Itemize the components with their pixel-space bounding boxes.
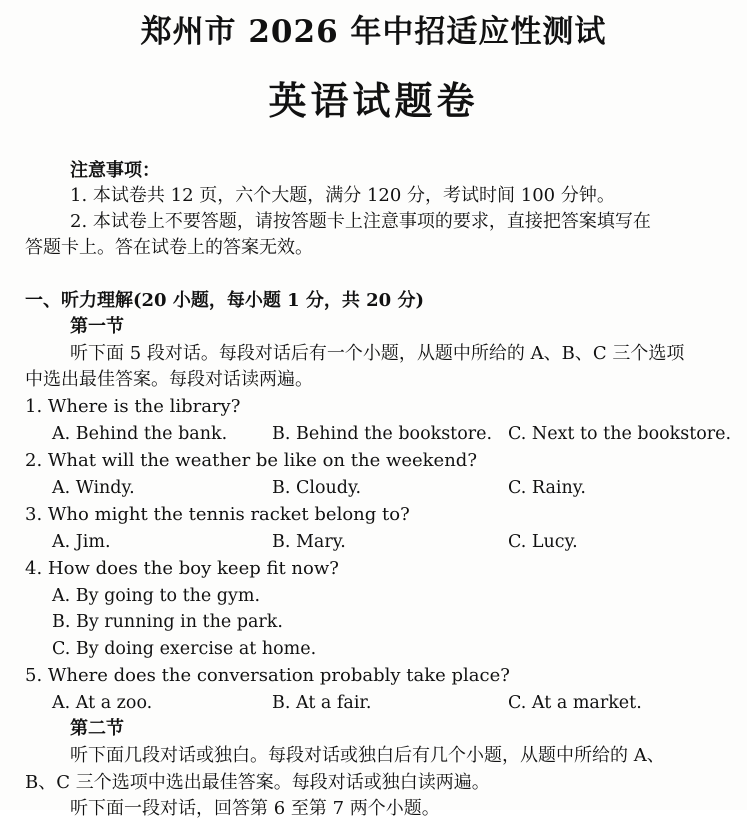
question-4-option-a: A. By going to the gym. bbox=[52, 586, 261, 606]
question-5-option-b: B. At a fair. bbox=[272, 693, 372, 713]
question-5-option-c: C. At a market. bbox=[508, 693, 642, 713]
question-2 bbox=[25, 448, 477, 474]
question-3-option-b: B. Mary. bbox=[272, 532, 346, 552]
part-2-instruction: 听下面几段对话或独白。每段对话或独白后有几个小题，从题中所给的 A、 bbox=[70, 745, 665, 766]
part-1-heading: 第一节 bbox=[70, 316, 124, 337]
question-4-option-b: B. By running in the park. bbox=[52, 612, 283, 632]
question-number: 5. bbox=[25, 665, 43, 686]
question-2-option-a: A. Windy. bbox=[52, 478, 135, 498]
question-text: How does the boy keep fit now? bbox=[47, 558, 339, 579]
question-text: Where does the conversation probably take place? bbox=[47, 665, 510, 686]
question-1 bbox=[25, 394, 240, 420]
part-2-sub-instruction: 听下面一段对话，回答第 6 至第 7 两个小题。 bbox=[70, 798, 440, 819]
question-2-option-c: C. Rainy. bbox=[508, 478, 586, 498]
notice-item-2-continued: 答题卡上。答在试卷上的答案无效。 bbox=[25, 237, 313, 258]
question-5-option-a: A. At a zoo. bbox=[52, 693, 153, 713]
part-2-instruction-continued: B、C 三个选项中选出最佳答案。每段对话或独白读两遍。 bbox=[25, 772, 490, 793]
question-number: 3. bbox=[25, 504, 43, 525]
question-3-option-a: A. Jim. bbox=[52, 532, 111, 552]
question-text: Who might the tennis racket belong to? bbox=[47, 504, 410, 525]
question-number: 4. bbox=[25, 558, 43, 579]
notice-item-2: 2. 本试卷上不要答题，请按答题卡上注意事项的要求，直接把答案填写在 bbox=[70, 211, 651, 232]
question-3 bbox=[25, 502, 410, 528]
question-2-option-b: B. Cloudy. bbox=[272, 478, 362, 498]
question-4 bbox=[25, 556, 339, 582]
question-number: 2. bbox=[25, 450, 43, 471]
part-2-heading: 第二节 bbox=[70, 718, 124, 739]
part-1-instruction: 听下面 5 段对话。每段对话后有一个小题，从题中所给的 A、B、C 三个选项 bbox=[70, 343, 685, 364]
question-text: What will the weather be like on the weekend? bbox=[47, 450, 477, 471]
section-heading: 一、听力理解(20 小题，每小题 1 分，共 20 分) bbox=[25, 290, 424, 311]
exam-title: 郑州市 2026 年中招适应性测试 bbox=[140, 14, 607, 50]
part-1-instruction-continued: 中选出最佳答案。每段对话读两遍。 bbox=[25, 369, 313, 390]
question-1-option-a: A. Behind the bank. bbox=[52, 424, 228, 444]
subject-title: 英语试题卷 bbox=[268, 78, 479, 123]
question-text: Where is the library? bbox=[47, 396, 241, 417]
notice-heading: 注意事项： bbox=[70, 160, 160, 181]
question-1-option-b: B. Behind the bookstore. bbox=[272, 424, 493, 444]
notice-item-1: 1. 本试卷共 12 页，六个大题，满分 120 分，考试时间 100 分钟。 bbox=[70, 185, 615, 206]
question-number: 1. bbox=[25, 396, 43, 417]
question-1-option-c: C. Next to the bookstore. bbox=[508, 424, 732, 444]
question-5 bbox=[25, 663, 510, 689]
question-3-option-c: C. Lucy. bbox=[508, 532, 578, 552]
question-4-option-c: C. By doing exercise at home. bbox=[52, 639, 317, 659]
